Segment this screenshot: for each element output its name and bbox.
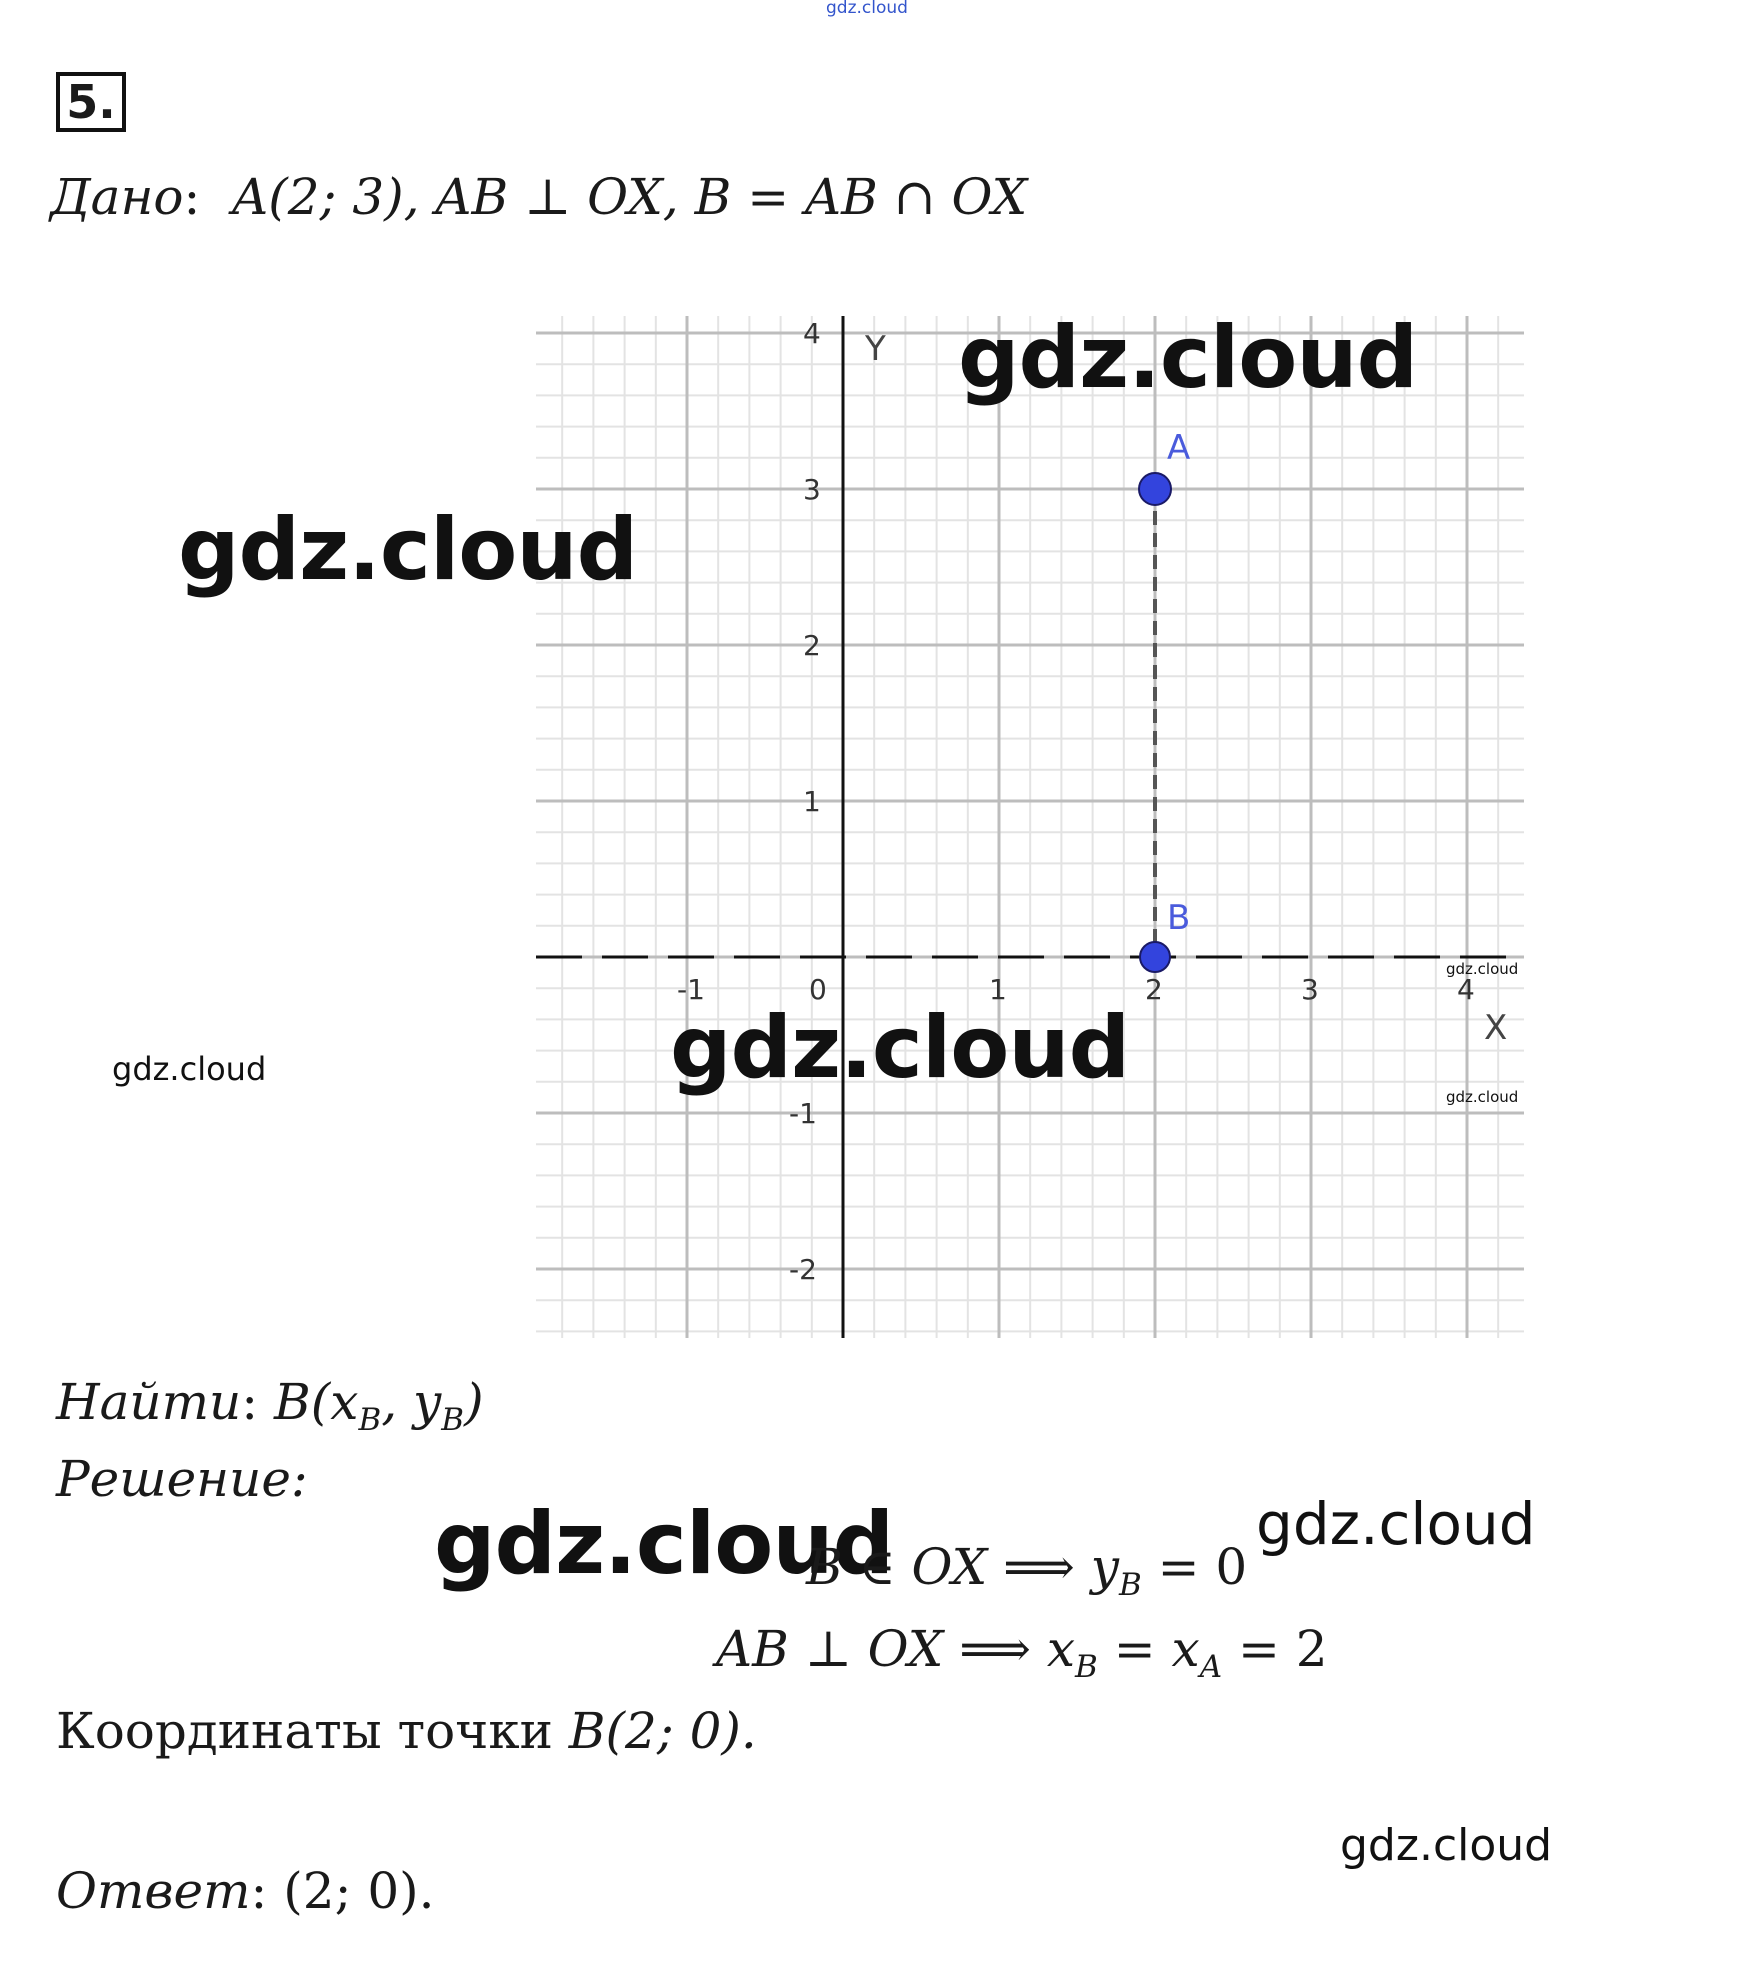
watermark-8: gdz.cloud xyxy=(1446,960,1519,978)
point-b xyxy=(1140,942,1170,972)
point-a xyxy=(1139,473,1171,505)
watermark-7: gdz.cloud xyxy=(1340,1820,1553,1871)
answer-value: (2; 0). xyxy=(267,1862,435,1920)
point-b-label: B xyxy=(1167,898,1191,938)
watermark-1: gdz.cloud xyxy=(958,308,1418,408)
watermark-3: gdz.cloud xyxy=(670,998,1130,1098)
coordinates-text: Координаты точки xyxy=(56,1702,569,1760)
watermark-6: gdz.cloud xyxy=(1256,1490,1536,1558)
y-tick-label: 4 xyxy=(803,317,821,350)
x-tick-label: 1 xyxy=(989,973,1007,1006)
line2-sub-1: B xyxy=(1075,1648,1098,1685)
watermark-4: gdz.cloud xyxy=(112,1050,267,1088)
line2-post: = 2 xyxy=(1222,1620,1328,1678)
y-tick-label: 3 xyxy=(803,473,821,506)
grid-minor xyxy=(536,316,1524,1338)
find-sub-2: B xyxy=(441,1401,465,1438)
find-label: Найти xyxy=(56,1373,242,1431)
x-tick-label: 0 xyxy=(809,973,827,1006)
x-axis-label: X xyxy=(1484,1008,1508,1048)
y-tick-label: -1 xyxy=(789,1097,817,1130)
answer-label: Ответ xyxy=(56,1862,251,1920)
find-text-start: B(x xyxy=(274,1373,359,1431)
watermark-top: gdz.cloud xyxy=(826,0,908,18)
find-sub-1: B xyxy=(358,1401,382,1438)
coordinates-value: B(2; 0). xyxy=(568,1702,757,1760)
y-tick-label: 2 xyxy=(803,629,821,662)
line1-pre: B ∈ OX ⟹ y xyxy=(806,1538,1119,1596)
solution-label: Решение: xyxy=(56,1450,308,1508)
find-text-mid: , y xyxy=(381,1373,442,1431)
find-colon: : xyxy=(241,1373,259,1431)
find-text-end: ) xyxy=(464,1373,484,1431)
line1-post: = 0 xyxy=(1141,1538,1248,1596)
x-tick-label: 2 xyxy=(1145,973,1163,1006)
x-tick-label: 4 xyxy=(1457,973,1475,1006)
find-statement xyxy=(56,1373,484,1438)
y-tick-label: -2 xyxy=(789,1253,817,1286)
y-axis-label: Y xyxy=(865,329,886,369)
watermark-2: gdz.cloud xyxy=(178,500,638,600)
answer-statement xyxy=(56,1862,435,1920)
x-tick-label: -1 xyxy=(677,973,705,1006)
line1-sub: B xyxy=(1118,1566,1142,1603)
coordinates-statement xyxy=(56,1702,757,1760)
given-text: A(2; 3), AB ⊥ OX, B = AB ∩ OX xyxy=(232,168,1028,226)
point-a-label: A xyxy=(1167,428,1191,468)
line2-mid: = x xyxy=(1097,1620,1200,1678)
task-number: 5. xyxy=(56,72,126,132)
given-label: Дано xyxy=(50,168,184,226)
x-tick-label: 3 xyxy=(1301,973,1319,1006)
solution-line-2 xyxy=(716,1620,1328,1685)
line2-sub-2: A xyxy=(1199,1648,1223,1685)
watermark-5: gdz.cloud xyxy=(434,1494,894,1594)
given-colon: : xyxy=(183,168,201,226)
answer-colon: : xyxy=(250,1862,268,1920)
solution-line-1 xyxy=(806,1538,1247,1603)
y-tick-label: 1 xyxy=(803,785,821,818)
line2-pre: AB ⊥ OX ⟹ x xyxy=(716,1620,1076,1678)
find-text xyxy=(274,1373,484,1438)
watermark-9: gdz.cloud xyxy=(1446,1088,1519,1106)
